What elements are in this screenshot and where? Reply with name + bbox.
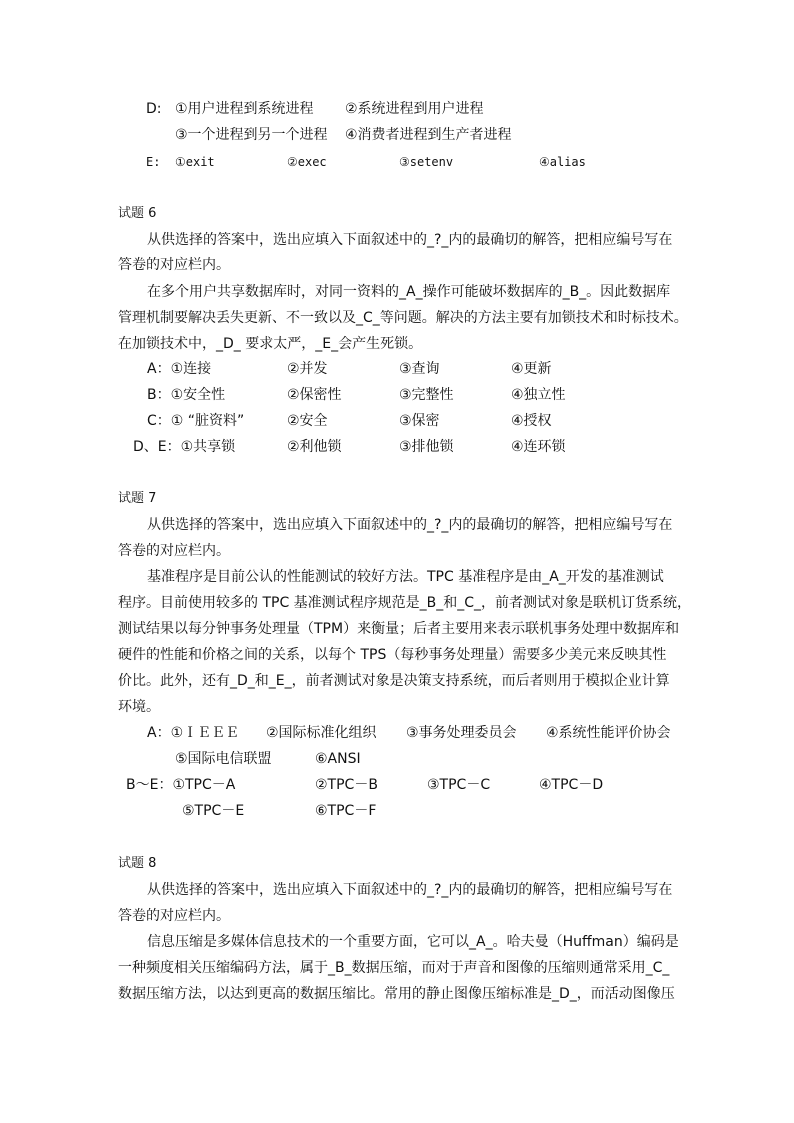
q6-body-line-3: 在加锁技术中，_D_ 要求太严，_E_会产生死锁。: [118, 336, 423, 352]
q7-body-line-4: 硬件的性能和价格之间的关系，以每个 TPS（每秒事务处理量）需要多少美元来反映其性: [118, 647, 667, 663]
q7-option-be-6: ⑥TPC－F: [315, 803, 377, 819]
q6-option-b-1: B：①安全性: [147, 387, 226, 403]
option-label-d: D:: [146, 101, 162, 117]
q6-option-de-3: ③排他锁: [399, 439, 454, 455]
q7-body-line-3: 测试结果以每分钟事务处理量（TPM）来衡量；后者主要用来表示联机事务处理中数据库和: [118, 621, 680, 637]
q8-body-line-3: 数据压缩方法，以达到更高的数据压缩比。常用的静止图像压缩标准是_D_，而活动图像压: [118, 986, 675, 1002]
q6-option-b-4: ④独立性: [511, 387, 566, 403]
q6-instruction-line-1: 从供选择的答案中，选出应填入下面叙述中的_?_内的最确切的解答，把相应编号写在: [147, 232, 673, 248]
q7-option-a-2: ②国际标准化组织: [266, 725, 377, 741]
option-e-1: ①exit: [175, 155, 215, 169]
option-d-1: ①用户进程到系统进程: [175, 101, 314, 117]
q7-option-be-2: ②TPC－B: [315, 777, 378, 793]
option-e-2: ②exec: [287, 155, 327, 169]
q7-body-line-2: 程序。目前使用较多的 TPC 基准测试程序规范是_B_和_C_，前者测试对象是联机订货系统，: [118, 595, 692, 611]
q6-option-b-3: ③完整性: [399, 387, 454, 403]
q7-option-a-6: ⑥ANSI: [315, 751, 361, 767]
q6-option-c-2: ②安全: [287, 413, 328, 429]
q7-option-be-1: B～E：①TPC－A: [126, 777, 236, 793]
q6-option-de-2: ②利他锁: [287, 439, 342, 455]
q7-body-line-1: 基准程序是目前公认的性能测试的较好方法。TPC 基准程序是由_A_开发的基准测试: [147, 569, 664, 585]
q6-body-line-1: 在多个用户共享数据库时，对同一资料的_A_操作可能破坏数据库的_B_。因此数据库: [147, 284, 671, 300]
q7-option-a-3: ③事务处理委员会: [406, 725, 517, 741]
q6-option-a-1: A：①连接: [147, 361, 212, 377]
option-d-2: ②系统进程到用户进程: [345, 101, 484, 117]
q7-instruction-line-2: 答卷的对应栏内。: [118, 543, 230, 559]
q7-title: 试题 7: [118, 491, 157, 506]
q7-option-be-3: ③TPC－C: [427, 777, 491, 793]
q6-option-c-3: ③保密: [399, 413, 440, 429]
q8-instruction-line-1: 从供选择的答案中，选出应填入下面叙述中的_?_内的最确切的解答，把相应编号写在: [147, 882, 673, 898]
q8-title: 试题 8: [118, 856, 157, 871]
q6-option-de-1: D、E：①共享锁: [133, 439, 236, 455]
option-label-e: E:: [146, 155, 161, 169]
q6-title: 试题 6: [118, 206, 157, 221]
option-e-4: ④alias: [539, 155, 586, 169]
q6-option-b-2: ②保密性: [287, 387, 342, 403]
q6-option-c-1: C：① “脏资料”: [147, 413, 245, 429]
option-e-3: ③setenv: [399, 155, 454, 169]
q6-option-c-4: ④授权: [511, 413, 552, 429]
option-d-4: ④消费者进程到生产者进程: [345, 127, 512, 143]
q8-body-line-1: 信息压缩是多媒体信息技术的一个重要方面，它可以_A_。哈夫曼（Huffman）编码是: [147, 934, 679, 950]
q7-body-line-6: 环境。: [118, 699, 160, 715]
q7-option-a-5: ⑤国际电信联盟: [175, 751, 272, 767]
q6-option-de-4: ④连环锁: [511, 439, 566, 455]
q7-body-line-5: 价比。此外，还有_D_和_E_，前者测试对象是决策支持系统，而后者则用于模拟企业计算: [118, 673, 670, 689]
q6-instruction-line-2: 答卷的对应栏内。: [118, 257, 230, 273]
q7-instruction-line-1: 从供选择的答案中，选出应填入下面叙述中的_?_内的最确切的解答，把相应编号写在: [147, 517, 673, 533]
q7-option-be-5: ⑤TPC－E: [182, 803, 245, 819]
q6-option-a-3: ③查询: [399, 361, 440, 377]
q6-option-a-2: ②并发: [287, 361, 328, 377]
q8-instruction-line-2: 答卷的对应栏内。: [118, 908, 230, 924]
q7-option-be-4: ④TPC－D: [539, 777, 604, 793]
q8-body-line-2: 一种频度相关压缩编码方法，属于_B_数据压缩，而对于声音和图像的压缩则通常采用_C_: [118, 960, 670, 976]
option-d-3: ③一个进程到另一个进程: [175, 127, 328, 143]
q6-option-a-4: ④更新: [511, 361, 552, 377]
q6-body-line-2: 管理机制要解决丢失更新、不一致以及_C_等问题。解决的方法主要有加锁技术和时标技术。: [118, 310, 688, 326]
q7-option-a-1: A：①ＩＥＥＥ: [147, 725, 240, 741]
q7-option-a-4: ④系统性能评价协会: [546, 725, 671, 741]
